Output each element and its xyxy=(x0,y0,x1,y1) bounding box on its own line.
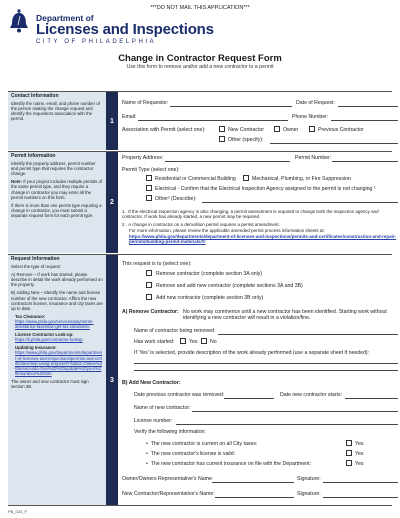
remove-contractor-heading: A) Remove Contractor: xyxy=(122,309,179,315)
residential-checkbox[interactable] xyxy=(146,175,152,181)
requestor-name-label: Name of Requestor: xyxy=(122,100,169,106)
license-lookup-label: License Contractor Look-up: xyxy=(15,332,74,338)
yes-option: Yes xyxy=(189,339,198,345)
date-removed-field[interactable] xyxy=(224,398,274,399)
department-label: Department of xyxy=(36,13,94,23)
previous-contractor-option: Previous Contractor xyxy=(318,127,364,133)
add-contractor-heading: B) Add New Contractor: xyxy=(122,380,181,386)
work-description-label: If 'Yes' is selected, provide description of the work already performed (use a separate sheet if needed): xyxy=(134,350,370,356)
contractor-rep-field[interactable] xyxy=(215,497,294,498)
section-instructions-extra: If there is more than one permit type requiring a change in contractor, you must submit a separate request form for each permit type. xyxy=(11,202,102,218)
verify-license-checkbox[interactable] xyxy=(346,450,352,456)
verify-label: Verify the following information: xyxy=(134,429,206,435)
contact-information-section xyxy=(8,91,392,150)
work-started-no-checkbox[interactable] xyxy=(201,338,207,344)
request-info-sidebar xyxy=(8,255,106,505)
new-contractor-option: New Contractor xyxy=(228,127,265,133)
request-information-section xyxy=(8,254,392,506)
association-label: Association with Permit (select one): xyxy=(122,127,206,133)
signature-instructions: The owner and new contractor must sign section 3B. xyxy=(11,378,89,389)
note-label: Note: xyxy=(11,179,22,185)
work-started-label: Has work started: xyxy=(134,339,175,345)
request-intro: This request is to (select one): xyxy=(122,261,192,267)
city-name: CITY OF PHILADELPHIA xyxy=(36,39,157,45)
insurance-label: Updating Insurance: xyxy=(15,345,57,351)
other-permit-checkbox[interactable] xyxy=(146,195,152,201)
owner-signature-label: Signature: xyxy=(297,476,321,482)
mechanical-option: Mechanical, Plumbing, or Fire Suppression xyxy=(252,176,351,182)
other-permit-option: Other² (Describe): xyxy=(155,196,197,202)
work-description-line-1[interactable] xyxy=(134,363,398,364)
request-date-label: Date of Request: xyxy=(296,100,335,106)
new-contractor-name-label: Name of new contractor: xyxy=(134,405,191,411)
permit-number-field[interactable] xyxy=(332,161,398,162)
removed-contractor-label: Name of contractor being removed: xyxy=(134,328,216,334)
permit-info-sidebar xyxy=(8,152,106,253)
no-option: No xyxy=(210,339,217,345)
section-heading: Contact Information xyxy=(11,93,59,99)
insurance-item xyxy=(15,345,103,376)
more-info-text: For more information, please review the applicable amended permit process information sheets at: xyxy=(129,228,325,233)
contractor-signature-field[interactable] xyxy=(323,497,398,498)
property-address-field[interactable] xyxy=(165,161,290,162)
verify-insurance-checkbox[interactable] xyxy=(346,460,352,466)
verify-license-yes: Yes xyxy=(355,451,364,457)
tax-clearance-label: Tax Clearance: xyxy=(15,313,46,319)
section-instructions: Identify the name, email, and phone number of the person making the change request and identify the requestors association with the permit. xyxy=(11,101,100,122)
request-date-field[interactable] xyxy=(338,106,398,107)
verify-insurance-yes: Yes xyxy=(355,461,364,467)
electrical-checkbox[interactable] xyxy=(146,185,152,191)
email-field[interactable] xyxy=(138,120,288,121)
form-code: PB_023_F xyxy=(8,509,27,514)
owner-option: Owner xyxy=(283,127,299,133)
demolition-footnote: 2. A change in contractor on a demolition permit requires a permit amendment. xyxy=(122,222,280,227)
section-number: 1 xyxy=(106,92,118,150)
owner-signature-field[interactable] xyxy=(323,482,398,483)
permit-materials-link[interactable]: https://www.phila.gov/departments/department-of-licenses-and-inspections/permits-and-certificates/construction-and-repair-permits/building-permit-materials/#/ xyxy=(129,234,397,245)
tax-clearance-item xyxy=(15,314,103,329)
phone-label: Phone Number: xyxy=(292,114,329,120)
property-address-label: Property Address: xyxy=(122,155,164,161)
contractor-signature-label: Signature: xyxy=(297,491,321,497)
license-lookup-item xyxy=(15,332,103,342)
new-contractor-checkbox[interactable] xyxy=(219,126,225,132)
owner-rep-field[interactable] xyxy=(212,482,294,483)
note-text: If your project includes multiple permits of the same permit type, and they require a change in contractor you may enter all the permit numbers on this form. xyxy=(11,179,103,200)
work-started-yes-checkbox[interactable] xyxy=(180,338,186,344)
electrical-option: Electrical - Confirm that the Electrical Inspection Agency assigned to the permit is not changing ¹ xyxy=(155,186,376,192)
remove-option: Remove contractor (complete section 3A only) xyxy=(156,271,263,277)
license-number-field[interactable] xyxy=(176,424,398,425)
owner-checkbox[interactable] xyxy=(274,126,280,132)
contractor-rep-label: New Contractor/Representative's Name: xyxy=(122,491,215,497)
tax-clearance-link[interactable]: https://www.phila.gov/services/payments-assistance-taxes/tax-get-tax-clearance/ xyxy=(15,318,94,330)
remove-contractor-warning: No work may commence until a new contractor has been identified. Starting work without identifying a new contractor will result in a violation/fine. xyxy=(183,309,387,322)
add-option: Add new contractor (complete section 3B only) xyxy=(156,295,264,301)
work-description-line-2[interactable] xyxy=(134,370,398,371)
verify-license-item: • The new contractor's license is valid: xyxy=(146,451,236,457)
other-association-field[interactable] xyxy=(270,143,398,144)
mechanical-checkbox[interactable] xyxy=(243,175,249,181)
liberty-bell-icon xyxy=(6,9,32,35)
verify-taxes-yes: Yes xyxy=(355,441,364,447)
previous-contractor-checkbox[interactable] xyxy=(309,126,315,132)
other-permit-field[interactable] xyxy=(202,202,398,203)
other-association-checkbox[interactable] xyxy=(219,136,225,142)
form-subtitle: Use this form to remove and/or add a new contractor to a permit xyxy=(126,64,274,70)
section-instructions: Identify the property address, permit number and permit type that requires the contractor change. xyxy=(11,161,96,177)
section-number: 3 xyxy=(106,255,118,505)
section-heading: Permit Information xyxy=(11,153,56,159)
other-association-option: Other (specify): xyxy=(228,137,264,143)
contact-info-sidebar xyxy=(8,92,106,150)
permit-number-label: Permit Number: xyxy=(295,155,332,161)
residential-option: Residential or Commercial Building xyxy=(155,176,236,182)
request-type-intro: Select the type of request: xyxy=(11,264,61,270)
requestor-name-field[interactable] xyxy=(170,106,292,107)
permit-type-label: Permit Type (select one): xyxy=(122,167,180,173)
date-start-field[interactable] xyxy=(345,398,398,399)
date-removed-label: Date previous contractor was removed: xyxy=(134,392,225,398)
remove-instructions: A) Remove – If work has started, please describe in detail the work already performed on the property. xyxy=(11,272,103,288)
license-lookup-link[interactable]: https://li.phila.gov/contractor-lookup xyxy=(15,337,83,343)
add-instructions: B) Adding New – Identify the name and license number of the new contractor. Affirm the new contractors license, insurance and city taxes are up to date. xyxy=(11,290,103,311)
electrical-footnote: 1. If the electrical inspection agency is also changing, a permit amendment is required to change both the inspection agency and contractor. If work has already started, a new permit may be required. xyxy=(122,209,379,220)
verify-insurance-item: • The new contractor has current insurance on file with the Department: xyxy=(146,461,312,467)
insurance-link[interactable]: https://www.phila.gov/departments/department-of-licenses-and-inspections/permits-and-certificates/help-using-eclipse/#/?tabId=Online%20Services&f=true%20%20update%20your%20insurance%20info xyxy=(15,350,103,376)
verify-taxes-checkbox[interactable] xyxy=(346,440,352,446)
removed-contractor-field[interactable] xyxy=(218,334,398,335)
license-number-label: License number: xyxy=(134,418,173,424)
new-contractor-name-field[interactable] xyxy=(192,411,398,412)
add-checkbox[interactable] xyxy=(146,294,152,300)
remove-checkbox[interactable] xyxy=(146,270,152,276)
do-not-mail-notice: ***DO NOT MAIL THIS APPLICATION*** xyxy=(150,5,250,11)
section-heading: Request Information xyxy=(11,256,60,262)
department-name: Licenses and Inspections xyxy=(36,21,214,38)
permit-information-section xyxy=(8,151,397,253)
verify-taxes-item: • The new contractor is current on all City taxes: xyxy=(146,441,258,447)
section-number: 2 xyxy=(106,152,118,253)
date-start-label: Date new contractor starts: xyxy=(280,392,342,398)
phone-field[interactable] xyxy=(331,120,398,121)
section-note xyxy=(11,179,103,199)
remove-add-option: Remove and add new contractor (complete sections 3A and 3B) xyxy=(156,283,303,289)
email-label: Email: xyxy=(122,114,137,120)
owner-rep-label: Owner/Owners Representative's Name: xyxy=(122,476,214,482)
form-title: Change in Contractor Request Form xyxy=(118,53,282,64)
remove-add-checkbox[interactable] xyxy=(146,282,152,288)
